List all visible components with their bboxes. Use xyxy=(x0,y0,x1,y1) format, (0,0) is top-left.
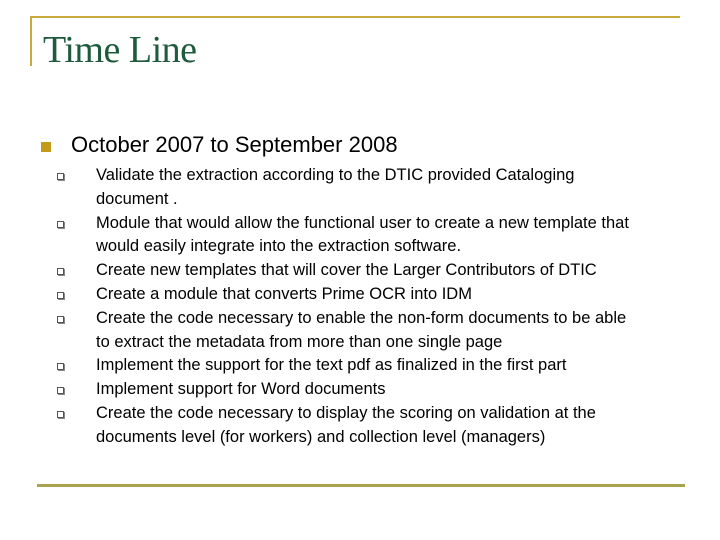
list-item xyxy=(0,259,720,283)
list-item-text: Create the code necessary to display the scoring on validation at the xyxy=(96,403,596,422)
list-item-text: to extract the metadata from more than one single page xyxy=(96,332,503,351)
hollow-square-bullet-icon xyxy=(57,173,64,180)
hollow-square-bullet-icon xyxy=(57,316,64,323)
sub-bullet-list xyxy=(0,164,720,450)
hollow-square-bullet-icon xyxy=(57,387,64,394)
list-item-text: Implement the support for the text pdf as finalized in the first part xyxy=(96,356,567,375)
hollow-square-bullet-icon xyxy=(57,363,64,370)
top-rule xyxy=(30,16,680,18)
hollow-square-bullet-icon xyxy=(57,221,64,228)
main-bullet-text: October 2007 to September 2008 xyxy=(71,132,398,157)
list-item-text: Implement support for Word documents xyxy=(96,380,386,399)
bottom-rule xyxy=(37,484,685,487)
list-item xyxy=(0,212,720,260)
list-item xyxy=(0,283,720,307)
list-item xyxy=(0,354,720,378)
list-item-text: Create a module that converts Prime OCR into IDM xyxy=(96,284,472,303)
left-rule xyxy=(30,16,32,66)
list-item-text: Validate the extraction according to the DTIC provided Cataloging xyxy=(96,166,575,184)
list-item-text: document . xyxy=(96,189,178,208)
slide-title: Time Line xyxy=(43,29,197,71)
list-item xyxy=(0,164,720,212)
list-item-text: Module that would allow the functional user to create a new template that xyxy=(96,213,629,232)
hollow-square-bullet-icon xyxy=(57,411,64,418)
list-item-text: Create the code necessary to enable the non-form documents to be able xyxy=(96,308,627,327)
list-item xyxy=(0,402,720,450)
list-item xyxy=(0,307,720,355)
square-bullet-icon xyxy=(41,142,51,152)
list-item-text: Create new templates that will cover the Larger Contributors of DTIC xyxy=(96,261,597,280)
list-item-text: would easily integrate into the extraction software. xyxy=(96,237,462,256)
hollow-square-bullet-icon xyxy=(57,268,64,275)
list-item xyxy=(0,378,720,402)
hollow-square-bullet-icon xyxy=(57,292,64,299)
list-item-text: documents level (for workers) and collection level (managers) xyxy=(96,427,546,446)
